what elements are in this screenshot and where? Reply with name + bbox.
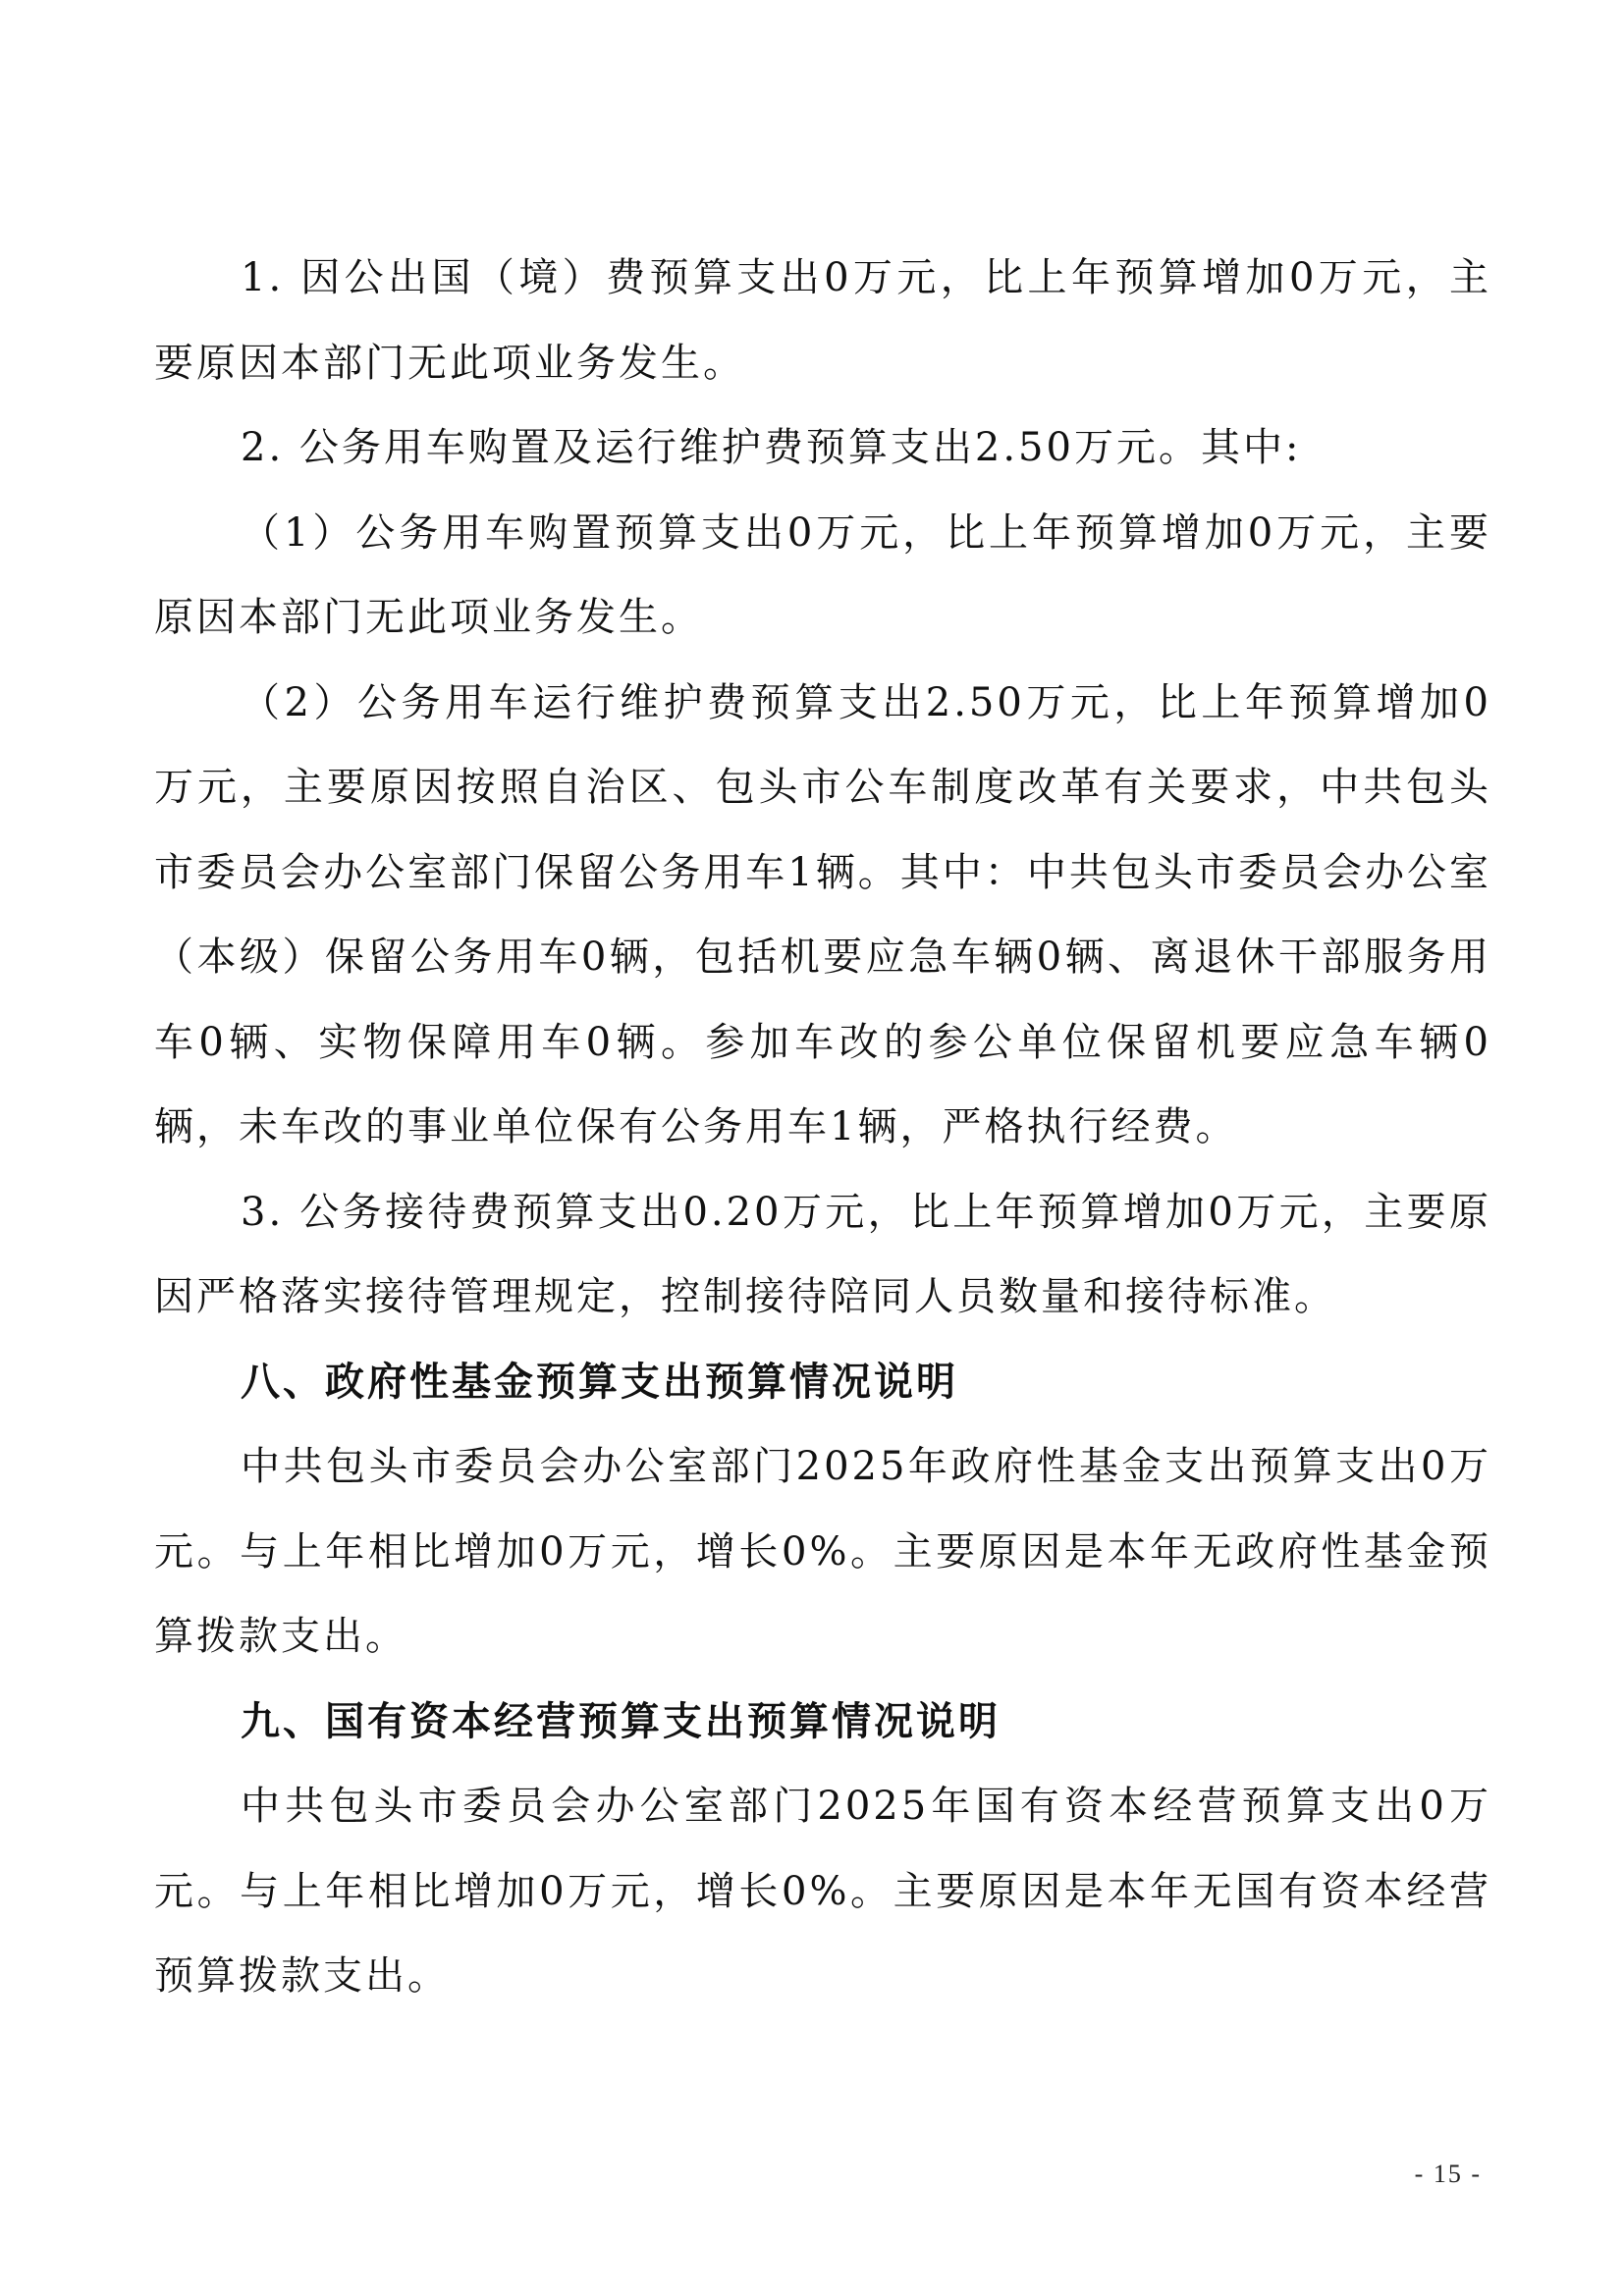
page-number: - 15 - bbox=[1414, 2160, 1482, 2188]
paragraph-vehicle-maintenance: （2）公务用车运行维护费预算支出2.50万元，比上年预算增加0万元，主要原因按照自治区、包头市公车制度改革有关要求，中共包头市委员会办公室部门保留公务用车1辆。其中：中共包头市委员会办公室（本级）保留公务用车0辆，包括机要应急车辆0辆、离退休干部服务用车0辆、实物保障用车0辆。参加车改的参公单位保留机要应急车辆0辆，未车改的事业单位保有公务用车1辆，严格执行经费。 bbox=[154, 679, 1491, 1149]
paragraph-state-capital: 中共包头市委员会办公室部门2025年国有资本经营预算支出0万元。与上年相比增加0万元，增长0%。主要原因是本年无国有资本经营预算拨款支出。 bbox=[154, 1784, 1491, 1999]
paragraph-government-fund: 中共包头市委员会办公室部门2025年政府性基金支出预算支出0万元。与上年相比增加0万元，增长0%。主要原因是本年无政府性基金预算拨款支出。 bbox=[154, 1444, 1491, 1659]
section-heading-state-capital: 九、国有资本经营预算支出预算情况说明 bbox=[241, 1697, 1001, 1744]
paragraph-vehicle-total: 2. 公务用车购置及运行维护费预算支出2.50万元。其中: bbox=[241, 425, 1302, 470]
section-heading-government-fund: 八、政府性基金预算支出预算情况说明 bbox=[241, 1358, 958, 1405]
paragraph-reception: 3. 公务接待费预算支出0.20万元，比上年预算增加0万元，主要原因严格落实接待管理规定，控制接待陪同人员数量和接待标准。 bbox=[154, 1189, 1491, 1319]
paragraph-outbound-travel: 1. 因公出国（境）费预算支出0万元，比上年预算增加0万元，主要原因本部门无此项业务发生。 bbox=[154, 255, 1491, 386]
document-body bbox=[154, 236, 1491, 2019]
paragraph-vehicle-purchase: （1）公务用车购置预算支出0万元，比上年预算增加0万元，主要原因本部门无此项业务发生。 bbox=[154, 509, 1491, 640]
